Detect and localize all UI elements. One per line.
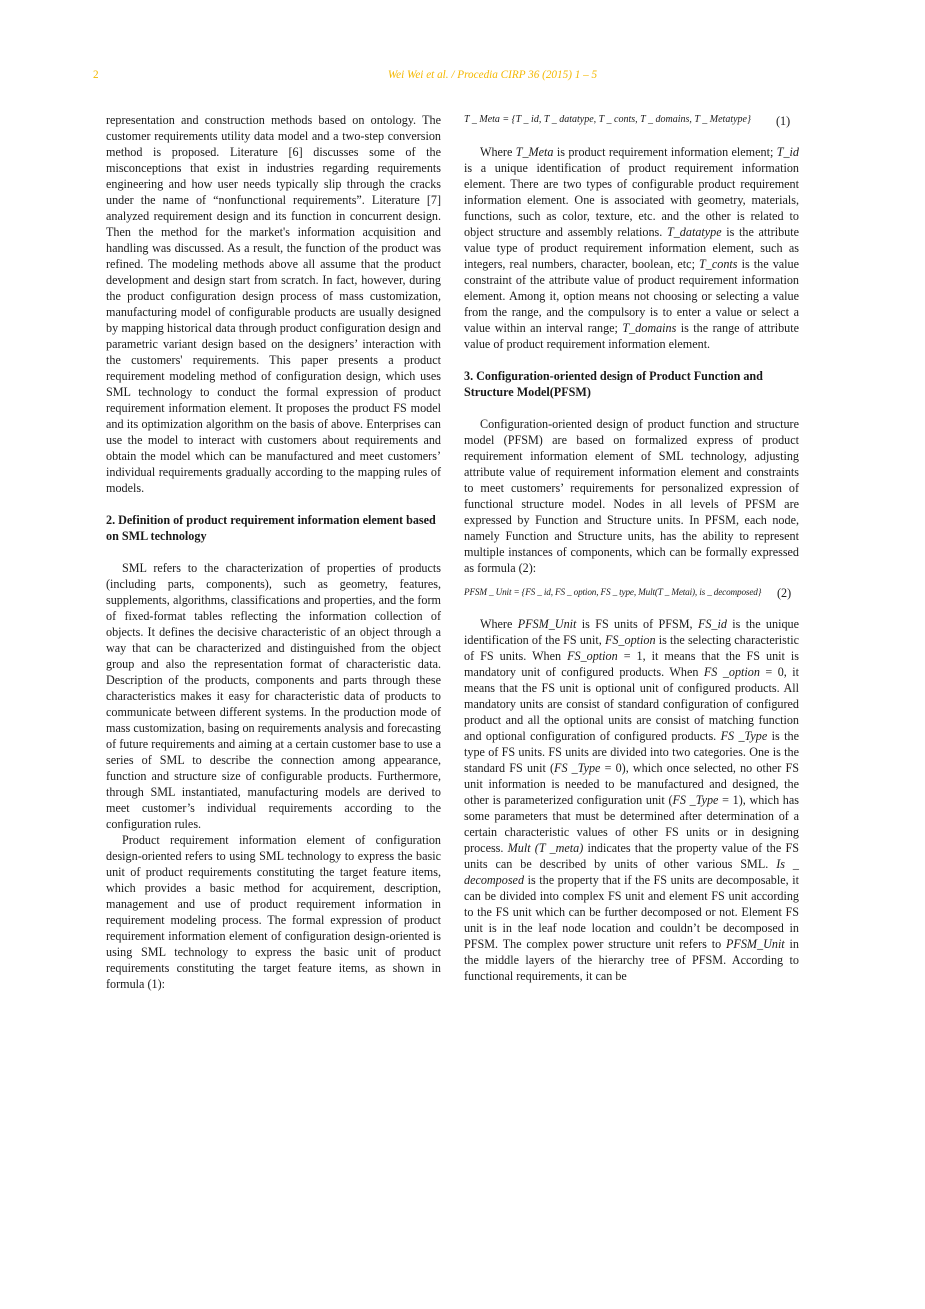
intro-paragraph: representation and construction methods based on ontology. The customer requirements utility data model and a two-step conversion method is proposed. Literature [6] discusses some of the misconceptions that exist in industries regarding requirements engineering and how user needs typically slip through the cracks under the name of “nonfunctional requirements”. Literature [7] analyzed requirement design and its function in concurrent design. Then the method for the market's information acquisition and handling was discussed. As a result, the function of the product was refined. The modeling methods above all assume that the product development and design start from scratch. In fact, however, during the product configuration design process of mass customization, manufacturing model of configurable products are usually designed by mapping historical data through product configuration design and parametric variant design based on the designers’ interaction with the customers' requirements. This paper presents a product requirement modeling method of configuration design, which uses SML technology to conduct the formal expression of product requirement information element. It proposes the product FS model and its optimization algorithm on the basis of above. Enterprises can use the model to interact with customers about requirements and obtain the model which can be manufactured and meet customers’ individual requirements gradually according to the mapping rules of models. [106,113,441,495]
symbol-fs-type-2: FS _Type [554,761,601,775]
page-header [0,69,925,85]
symbol-t-datatype: T_datatype [666,225,722,239]
pfsm-intro-paragraph: Configuration-oriented design of product function and structure model (PFSM) are based on formalized express of product requirement information element of SML technology, adjusting attribute value of requirement information element and constraints to meet customers’ requirements for personalized expression of functional structure model. Nodes in all levels of PFSM are expressed by Function and Structure units. In PFSM, each node, namely Function and Structure units, has the ability to represent multiple instances of components, which can be formally expressed as formula (2): [464,417,799,575]
symbol-pfsm-unit: PFSM_Unit [517,617,577,631]
symbol-fs-option: FS_option [604,633,656,647]
symbol-fs-type: FS _Type [720,729,768,743]
symbol-fs-id: FS_id [697,617,727,631]
symbol-mult: Mult (T _meta) [507,841,584,855]
formula-2-expression: PFSM _ Unit = {FS _ id, FS _ option, FS _ type, Mult(T _ Metai), is _ decomposed} [464,587,762,597]
symbol-fs-option-3: FS _option [703,665,760,679]
pfsm-unit-definition-paragraph: Where PFSM_Unit is FS units of PFSM, FS_id is the unique identification of the FS unit, FS_option is the selecting characteristic of FS units. When FS_option = 1, it means that the FS unit is mandatory unit of configured products. When FS _option = 0, it means that the FS unit is optional unit of configured products. All mandatory units are consist of standard configuration of configured product and all the optional units are consist of matching function and optional configuration of configured products. FS _Type is the type of FS units. FS units are divided into two categories. One is the standard FS unit (FS _Type = 0), which once selected, no other FS unit information is needed to be manufactured and designed, the other is parameterized configuration unit (FS _Type = 1), which has some parameters that must be determined after determination of a certain characteristic values of other FS units or in designing process. Mult (T _meta) indicates that the property value of the FS units can be described by units of other various SML. Is _ decomposed is the property that if the FS units are decomposable, it can be divided into complex FS unit and element FS unit according to the FS unit which can be further decomposed or not. Element FS unit is in the leaf node location and couldn’t be decomposed in PFSM. The complex power structure unit refers to PFSM_Unit in the middle layers of the hierarchy tree of PFSM. According to functional requirements, it can be [464,617,800,983]
symbol-t-meta: T_Meta [515,145,554,159]
sml-paragraph: SML refers to the characterization of properties of products (including parts, components), such as geometry, features, supplements, algorithms, classifications and properties, and the form of fixed-format tables reflecting the information collection of objects. It defines the decisive characteristic of an object through a way that can be characterized and distinguished from the object group and also the representation format of characteristic data. Description of the products, components and parts through these characteristics makes it easy for characteristic data of products to communicate between different systems. In the production mode of mass customization, basing on requirements analysis and forecasting of future requirements and aiming at a certain customer base to use a series of SML to describe the connection among appearance, function and structure size of configurable products. Furthermore, through SML instantiated, manufacturing models are derived to meet customer’s individual requirements according to the configuration rules. [106,561,441,831]
formula-2 [464,584,799,600]
formula-2-number: (2) [777,586,792,600]
t-meta-definition-paragraph: Where T_Meta is product requirement information element; T_id is a unique identification of product requirement information element. There are two types of configurable product requirement information element. One is associated with geometry, materials, functions, such as color, texture, etc. and the other is related to object structure and assembly relations. T_datatype is the attribute value type of product requirement information element, such as integers, real numbers, character, boolean, etc; T_conts is the value constraint of the attribute value of product requirement information element. Among it, option means not choosing or selecting a value from the range, and the compulsory is to enter a value or select a value within an interval range; T_domains is the range of attribute value of product requirement information element. [464,145,799,351]
symbol-is-decomposed: Is _ decomposed [464,857,799,887]
section-3-heading: 3. Configuration-oriented design of Product Function and Structure Model(PFSM) [464,369,763,399]
symbol-fs-type-3: FS _Type [672,793,719,807]
running-title: Wei Wei et al. / Procedia CIRP 36 (2015) 1 – 5 [387,69,598,81]
formula-1 [464,112,799,128]
symbol-t-id: T_id [776,145,799,159]
formula-1-number: (1) [776,114,791,128]
symbol-fs-option-2: FS_option [567,649,618,663]
symbol-pfsm-unit-2: PFSM_Unit [726,937,785,951]
symbol-t-domains: T_domains [622,321,677,335]
page-number: 2 [93,69,99,81]
requirement-element-paragraph: Product requirement information element of configuration design-oriented refers to using SML technology to express the basic unit of product requirements constituting the target feature items, which provides a basic method for acquirement, description, management and use of product requirement information in requirement modeling process. The formal expression of product requirement information element of configuration design-oriented is using SML technology to express the basic unit of product requirements constituting the target feature items, as shown in formula (1): [106,833,441,991]
section-2-heading: 2. Definition of product requirement information element based on SML technology [106,513,436,543]
formula-1-expression: T _ Meta = {T _ id, T _ datatype, T _ conts, T _ domains, T _ Metatype} [464,114,751,125]
right-column [464,112,799,984]
symbol-t-conts: T_conts [699,257,738,271]
left-column [106,112,441,992]
